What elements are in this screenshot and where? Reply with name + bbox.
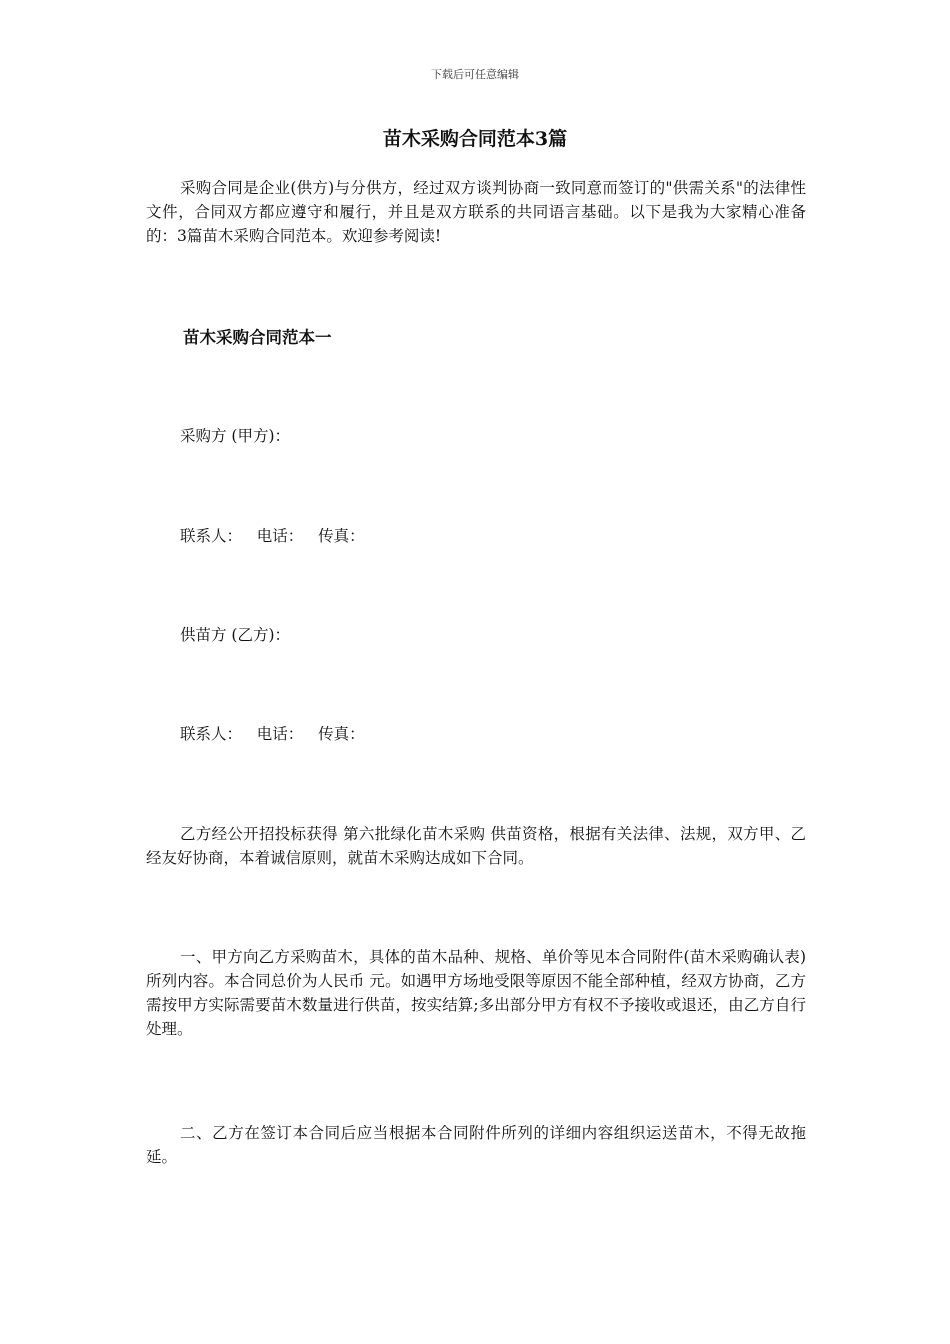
party-b-contact-line: 联系人： 电话： 传真：	[180, 725, 365, 743]
clause-1-paragraph: 一、甲方向乙方采购苗木，具体的苗木品种、规格、单价等见本合同附件(苗木采购确认表)所列内容。本合同总价为人民币 元。如遇甲方场地受限等原因不能全部种植，经双方协商，乙方需按甲方实际需要苗木数量进行供苗，按实结算;多出部分甲方有权不予接收或退还，由乙方自行处理。	[146, 948, 806, 1038]
clause-2-paragraph: 二、乙方在签订本合同后应当根据本合同附件所列的详细内容组织运送苗木，不得无故拖延。	[146, 1124, 806, 1166]
section-heading: 苗木采购合同范本一	[183, 328, 332, 347]
intro-paragraph: 采购合同是企业(供方)与分供方，经过双方谈判协商一致同意而签订的"供需关系"的法律性文件，合同双方都应遵守和履行，并且是双方联系的共同语言基础。以下是我为大家精心准备的：3篇苗木采购合同范本。欢迎参考阅读!	[146, 179, 806, 245]
header-note: 下载后可任意编辑	[431, 68, 519, 81]
party-b-line: 供苗方 (乙方)：	[180, 626, 291, 644]
party-a-line: 采购方 (甲方)：	[180, 427, 291, 445]
party-a-contact-line: 联系人： 电话： 传真：	[180, 527, 365, 545]
preamble-paragraph: 乙方经公开招投标获得 第六批绿化苗木采购 供苗资格，根据有关法律、法规，双方甲、乙经友好协商，本着诚信原则，就苗木采购达成如下合同。	[146, 825, 806, 867]
document-title: 苗木采购合同范本3篇	[382, 128, 568, 150]
